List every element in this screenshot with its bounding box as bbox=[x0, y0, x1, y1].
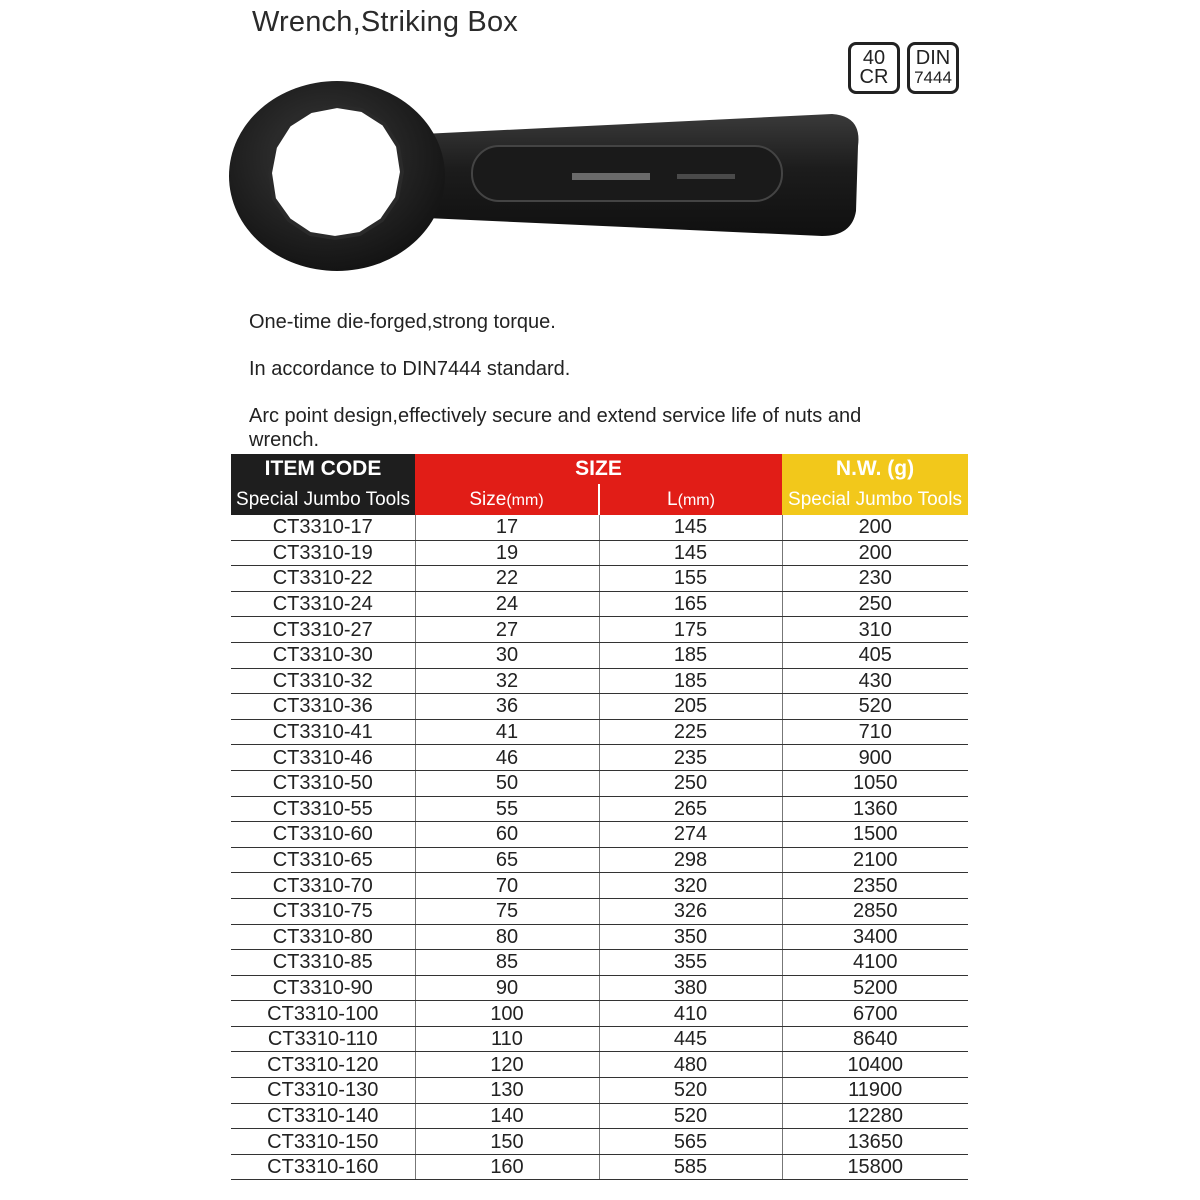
net-weight-cell: 2100 bbox=[782, 847, 968, 873]
item-code-cell: CT3310-19 bbox=[231, 540, 415, 566]
length-cell: 320 bbox=[599, 873, 782, 899]
item-code-cell: CT3310-120 bbox=[231, 1052, 415, 1078]
table-row bbox=[231, 950, 968, 976]
spec-table bbox=[231, 454, 968, 1180]
spec-table-body bbox=[231, 515, 968, 1180]
size-cell: 90 bbox=[415, 975, 599, 1001]
item-code-subheader: Special Jumbo Tools bbox=[231, 484, 415, 515]
item-code-cell: CT3310-150 bbox=[231, 1129, 415, 1155]
part-number-mark bbox=[677, 174, 735, 179]
item-code-cell: CT3310-17 bbox=[231, 515, 415, 540]
net-weight-cell: 13650 bbox=[782, 1129, 968, 1155]
size-cell: 80 bbox=[415, 924, 599, 950]
item-code-cell: CT3310-110 bbox=[231, 1026, 415, 1052]
product-image bbox=[222, 66, 872, 296]
table-row bbox=[231, 540, 968, 566]
table-row bbox=[231, 694, 968, 720]
size-cell: 27 bbox=[415, 617, 599, 643]
length-cell: 520 bbox=[599, 1078, 782, 1104]
table-row bbox=[231, 642, 968, 668]
net-weight-cell: 250 bbox=[782, 591, 968, 617]
net-weight-cell: 520 bbox=[782, 694, 968, 720]
table-row bbox=[231, 515, 968, 540]
table-row bbox=[231, 668, 968, 694]
table-row bbox=[231, 822, 968, 848]
size-cell: 41 bbox=[415, 719, 599, 745]
badge-line: DIN bbox=[915, 47, 951, 69]
length-cell: 155 bbox=[599, 566, 782, 592]
brand-mark-icon bbox=[572, 173, 650, 180]
size-cell: 75 bbox=[415, 898, 599, 924]
size-cell: 85 bbox=[415, 950, 599, 976]
net-weight-cell: 200 bbox=[782, 515, 968, 540]
badge-line: CR bbox=[859, 66, 889, 88]
item-code-cell: CT3310-30 bbox=[231, 642, 415, 668]
size-label: Size bbox=[469, 488, 507, 510]
item-code-cell: CT3310-60 bbox=[231, 822, 415, 848]
net-weight-cell: 12280 bbox=[782, 1103, 968, 1129]
size-cell: 60 bbox=[415, 822, 599, 848]
length-cell: 225 bbox=[599, 719, 782, 745]
length-cell: 585 bbox=[599, 1154, 782, 1180]
length-cell: 565 bbox=[599, 1129, 782, 1155]
table-row bbox=[231, 847, 968, 873]
item-code-cell: CT3310-70 bbox=[231, 873, 415, 899]
item-code-cell: CT3310-46 bbox=[231, 745, 415, 771]
table-row bbox=[231, 796, 968, 822]
net-weight-cell: 900 bbox=[782, 745, 968, 771]
length-cell: 185 bbox=[599, 642, 782, 668]
item-code-cell: CT3310-36 bbox=[231, 694, 415, 720]
table-row bbox=[231, 1026, 968, 1052]
net-weight-cell: 5200 bbox=[782, 975, 968, 1001]
size-cell: 100 bbox=[415, 1001, 599, 1027]
twelve-point-box-opening bbox=[270, 106, 402, 238]
item-code-cell: CT3310-55 bbox=[231, 796, 415, 822]
item-code-cell: CT3310-22 bbox=[231, 566, 415, 592]
table-row bbox=[231, 1001, 968, 1027]
net-weight-cell: 6700 bbox=[782, 1001, 968, 1027]
size-cell: 22 bbox=[415, 566, 599, 592]
length-cell: 235 bbox=[599, 745, 782, 771]
length-cell: 350 bbox=[599, 924, 782, 950]
wrench-illustration bbox=[222, 66, 872, 296]
net-weight-cell: 310 bbox=[782, 617, 968, 643]
size-cell: 130 bbox=[415, 1078, 599, 1104]
length-cell: 185 bbox=[599, 668, 782, 694]
net-weight-cell: 430 bbox=[782, 668, 968, 694]
length-cell: 445 bbox=[599, 1026, 782, 1052]
page-title: Wrench,Striking Box bbox=[252, 6, 518, 38]
item-code-cell: CT3310-140 bbox=[231, 1103, 415, 1129]
size-cell: 50 bbox=[415, 770, 599, 796]
size-cell: 140 bbox=[415, 1103, 599, 1129]
size-mm-subheader bbox=[415, 484, 599, 515]
length-unit: (mm) bbox=[677, 491, 715, 509]
length-cell: 274 bbox=[599, 822, 782, 848]
length-cell: 326 bbox=[599, 898, 782, 924]
net-weight-header: N.W. (g) bbox=[782, 454, 968, 484]
feature-item: Arc point design,effectively secure and extend service life of nuts and wrench. bbox=[249, 405, 862, 451]
table-row bbox=[231, 1154, 968, 1180]
length-mm-subheader bbox=[599, 484, 782, 515]
length-cell: 480 bbox=[599, 1052, 782, 1078]
size-cell: 160 bbox=[415, 1154, 599, 1180]
feature-item: In accordance to DIN7444 standard. bbox=[249, 358, 571, 380]
table-row bbox=[231, 975, 968, 1001]
table-row bbox=[231, 873, 968, 899]
table-subheader-row bbox=[231, 484, 968, 515]
feature-item: One-time die-forged,strong torque. bbox=[249, 311, 556, 333]
net-weight-cell: 8640 bbox=[782, 1026, 968, 1052]
net-weight-cell: 4100 bbox=[782, 950, 968, 976]
size-cell: 30 bbox=[415, 642, 599, 668]
size-cell: 46 bbox=[415, 745, 599, 771]
size-cell: 24 bbox=[415, 591, 599, 617]
net-weight-cell: 1050 bbox=[782, 770, 968, 796]
table-row bbox=[231, 1129, 968, 1155]
net-weight-cell: 3400 bbox=[782, 924, 968, 950]
size-cell: 17 bbox=[415, 515, 599, 540]
badge-line: 40 bbox=[862, 47, 886, 69]
length-cell: 165 bbox=[599, 591, 782, 617]
length-cell: 205 bbox=[599, 694, 782, 720]
table-row bbox=[231, 1103, 968, 1129]
net-weight-cell: 10400 bbox=[782, 1052, 968, 1078]
item-code-cell: CT3310-80 bbox=[231, 924, 415, 950]
net-weight-cell: 15800 bbox=[782, 1154, 968, 1180]
item-code-cell: CT3310-85 bbox=[231, 950, 415, 976]
size-unit: (mm) bbox=[506, 491, 544, 509]
size-cell: 32 bbox=[415, 668, 599, 694]
table-header-row bbox=[231, 454, 968, 484]
item-code-cell: CT3310-41 bbox=[231, 719, 415, 745]
table-row bbox=[231, 924, 968, 950]
length-cell: 355 bbox=[599, 950, 782, 976]
net-weight-cell: 200 bbox=[782, 540, 968, 566]
net-weight-subheader: Special Jumbo Tools bbox=[782, 484, 968, 515]
size-cell: 120 bbox=[415, 1052, 599, 1078]
size-cell: 150 bbox=[415, 1129, 599, 1155]
length-cell: 520 bbox=[599, 1103, 782, 1129]
item-code-cell: CT3310-75 bbox=[231, 898, 415, 924]
item-code-header: ITEM CODE bbox=[231, 454, 415, 484]
table-row bbox=[231, 1078, 968, 1104]
item-code-cell: CT3310-65 bbox=[231, 847, 415, 873]
size-cell: 110 bbox=[415, 1026, 599, 1052]
length-cell: 298 bbox=[599, 847, 782, 873]
net-weight-cell: 1360 bbox=[782, 796, 968, 822]
size-header: SIZE bbox=[415, 454, 782, 484]
item-code-cell: CT3310-160 bbox=[231, 1154, 415, 1180]
size-cell: 55 bbox=[415, 796, 599, 822]
table-row bbox=[231, 617, 968, 643]
net-weight-cell: 11900 bbox=[782, 1078, 968, 1104]
net-weight-cell: 2850 bbox=[782, 898, 968, 924]
feature-list bbox=[249, 310, 889, 452]
length-cell: 410 bbox=[599, 1001, 782, 1027]
size-cell: 65 bbox=[415, 847, 599, 873]
item-code-cell: CT3310-32 bbox=[231, 668, 415, 694]
size-cell: 36 bbox=[415, 694, 599, 720]
length-cell: 250 bbox=[599, 770, 782, 796]
size-cell: 70 bbox=[415, 873, 599, 899]
item-code-cell: CT3310-130 bbox=[231, 1078, 415, 1104]
net-weight-cell: 230 bbox=[782, 566, 968, 592]
table-row bbox=[231, 898, 968, 924]
length-cell: 175 bbox=[599, 617, 782, 643]
item-code-cell: CT3310-24 bbox=[231, 591, 415, 617]
net-weight-cell: 1500 bbox=[782, 822, 968, 848]
net-weight-cell: 405 bbox=[782, 642, 968, 668]
length-cell: 265 bbox=[599, 796, 782, 822]
net-weight-cell: 710 bbox=[782, 719, 968, 745]
length-cell: 380 bbox=[599, 975, 782, 1001]
item-code-cell: CT3310-100 bbox=[231, 1001, 415, 1027]
din-standard-badge bbox=[907, 42, 959, 94]
length-label: L bbox=[667, 488, 678, 510]
table-row bbox=[231, 1052, 968, 1078]
net-weight-cell: 2350 bbox=[782, 873, 968, 899]
length-cell: 145 bbox=[599, 540, 782, 566]
length-cell: 145 bbox=[599, 515, 782, 540]
table-row bbox=[231, 719, 968, 745]
table-row bbox=[231, 745, 968, 771]
size-cell: 19 bbox=[415, 540, 599, 566]
table-row bbox=[231, 566, 968, 592]
badge-line: 7444 bbox=[914, 68, 952, 87]
table-row bbox=[231, 591, 968, 617]
item-code-cell: CT3310-90 bbox=[231, 975, 415, 1001]
item-code-cell: CT3310-27 bbox=[231, 617, 415, 643]
table-row bbox=[231, 770, 968, 796]
item-code-cell: CT3310-50 bbox=[231, 770, 415, 796]
